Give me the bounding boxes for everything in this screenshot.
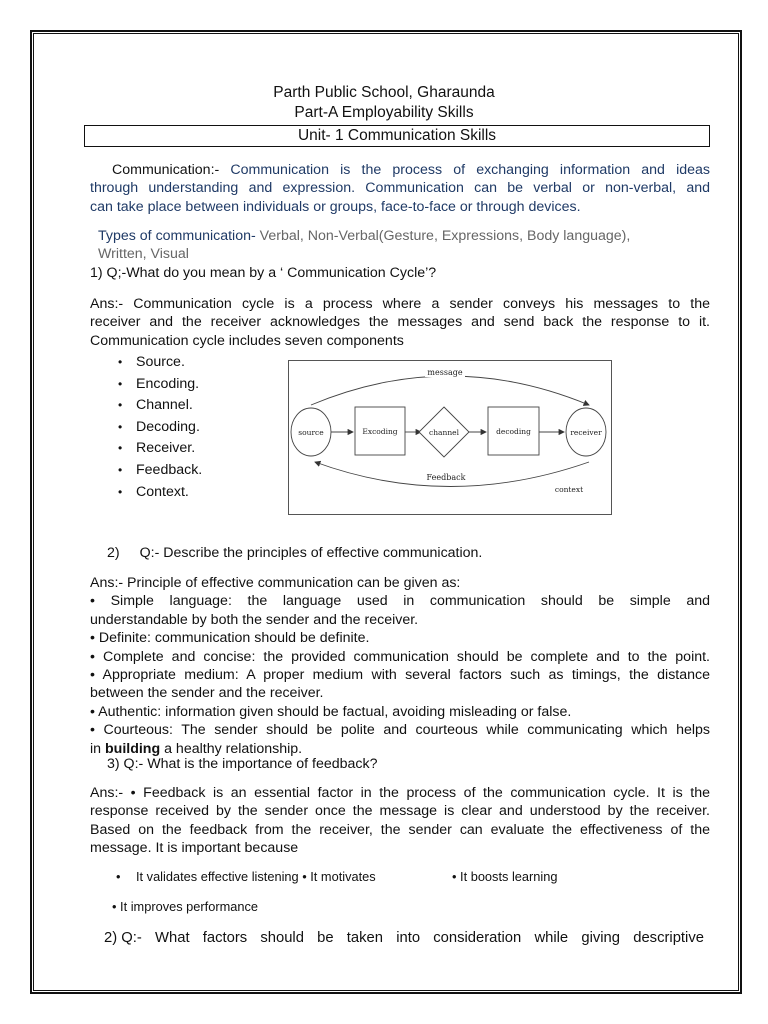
intro-line-1: Communication:- Communication is the process of exchanging information and ideas: [112, 162, 710, 178]
bold-word: building: [104, 740, 161, 757]
intro-line-3: can take place between individuals or groups, face-to-face or through devices.: [90, 198, 581, 215]
intro-line-2: through understanding and expression. Communication can be verbal or non-verbal, and: [90, 180, 710, 197]
receiver-label: receiver: [570, 428, 602, 437]
list-item: • Context.: [118, 482, 202, 504]
types-label: Types of communication-: [98, 228, 256, 244]
q3-answer-line: Ans:- • Feedback is an essential factor in the process of the communication cycle. It is the: [90, 785, 710, 801]
q2-answer-line: • Appropriate medium: A proper medium with several factors such as timings, the distance: [90, 667, 710, 684]
message-arc: [311, 376, 589, 405]
q3-answer-line: Based on the feedback from the receiver, the sender can evaluate the effectiveness of the: [90, 821, 710, 838]
feedback-label: Feedback: [426, 473, 466, 482]
part-title: Part-A Employability Skills: [294, 104, 474, 121]
feedback-point-2: • It boosts learning: [452, 869, 558, 884]
q3-answer-line: response received by the sender once the message is clear and understood by the receiver.: [90, 803, 710, 820]
source-label: source: [298, 428, 324, 437]
school-name: Parth Public School, Gharaunda: [273, 84, 495, 101]
q1-answer-line: Ans:- Communication cycle is a process where a sender conveys his messages to the: [90, 296, 710, 312]
q3-answer-line: message. It is important because: [90, 840, 299, 857]
q2-answer-line: • Courteous: The sender should be polite and courteous while communicating which helps: [90, 722, 710, 739]
communication-cycle-diagram: [288, 360, 612, 515]
list-item: • Decoding.: [118, 417, 202, 439]
q2-answer-line: • Complete and concise: the provided communication should be complete and to the point.: [90, 648, 710, 665]
q2-question: 2) Q:- Describe the principles of effective communication.: [107, 545, 483, 561]
q1-question: 1) Q;-What do you mean by a ‘ Communication Cycle’?: [90, 265, 437, 281]
q3-question: 3) Q:- What is the importance of feedback?: [107, 756, 378, 772]
q2-answer-line: between the sender and the receiver.: [90, 685, 324, 702]
q2-answer-line-last: in building a healthy relationship.: [90, 740, 303, 757]
q2-answer-line: • Simple language: the language used in communication should be simple and: [90, 593, 710, 610]
q4-question: 2) Q:- What factors should be taken into consideration while giving descriptive: [104, 930, 704, 946]
q2-answer-line: Ans:- Principle of effective communication can be given as:: [90, 575, 461, 591]
message-label: message: [427, 368, 463, 377]
q1-answer-line: Communication cycle includes seven components: [90, 332, 404, 349]
feedback-point-bullet: •: [116, 869, 121, 884]
list-item: • Channel.: [118, 395, 202, 417]
feedback-point-3: • It improves performance: [112, 899, 259, 914]
decoding-label: decoding: [496, 427, 531, 436]
types-line-2: Written, Visual: [98, 246, 189, 262]
types-values: Verbal, Non-Verbal(Gesture, Expressions, Body language),: [259, 228, 631, 244]
q2-answer: [90, 574, 710, 758]
types-line-1: [98, 228, 630, 244]
q2-answer-line: understandable by both the sender and the receiver.: [90, 611, 419, 628]
q3-answer: [90, 784, 710, 858]
context-label: context: [554, 485, 584, 494]
q1-answer-line: receiver and the receiver acknowledges the messages and send back the response to it.: [90, 314, 710, 331]
q2-answer-line: • Authentic: information given should be factual, avoiding misleading or false.: [90, 703, 572, 720]
encoding-label: Excoding: [362, 427, 398, 436]
intro-label: Communication:-: [112, 162, 220, 178]
list-item: • Encoding.: [118, 374, 202, 396]
components-list: [118, 352, 202, 503]
unit-title: Unit- 1 Communication Skills: [84, 125, 710, 147]
channel-label: channel: [429, 428, 459, 437]
list-item: • Receiver.: [118, 438, 202, 460]
list-item: • Source.: [118, 352, 202, 374]
q1-answer: [90, 295, 710, 350]
intro-paragraph: [90, 161, 710, 216]
q2-answer-line: • Definite: communication should be definite.: [90, 630, 370, 647]
list-item: • Feedback.: [118, 460, 202, 482]
feedback-point-1: It validates effective listening • It motivates: [136, 869, 376, 884]
